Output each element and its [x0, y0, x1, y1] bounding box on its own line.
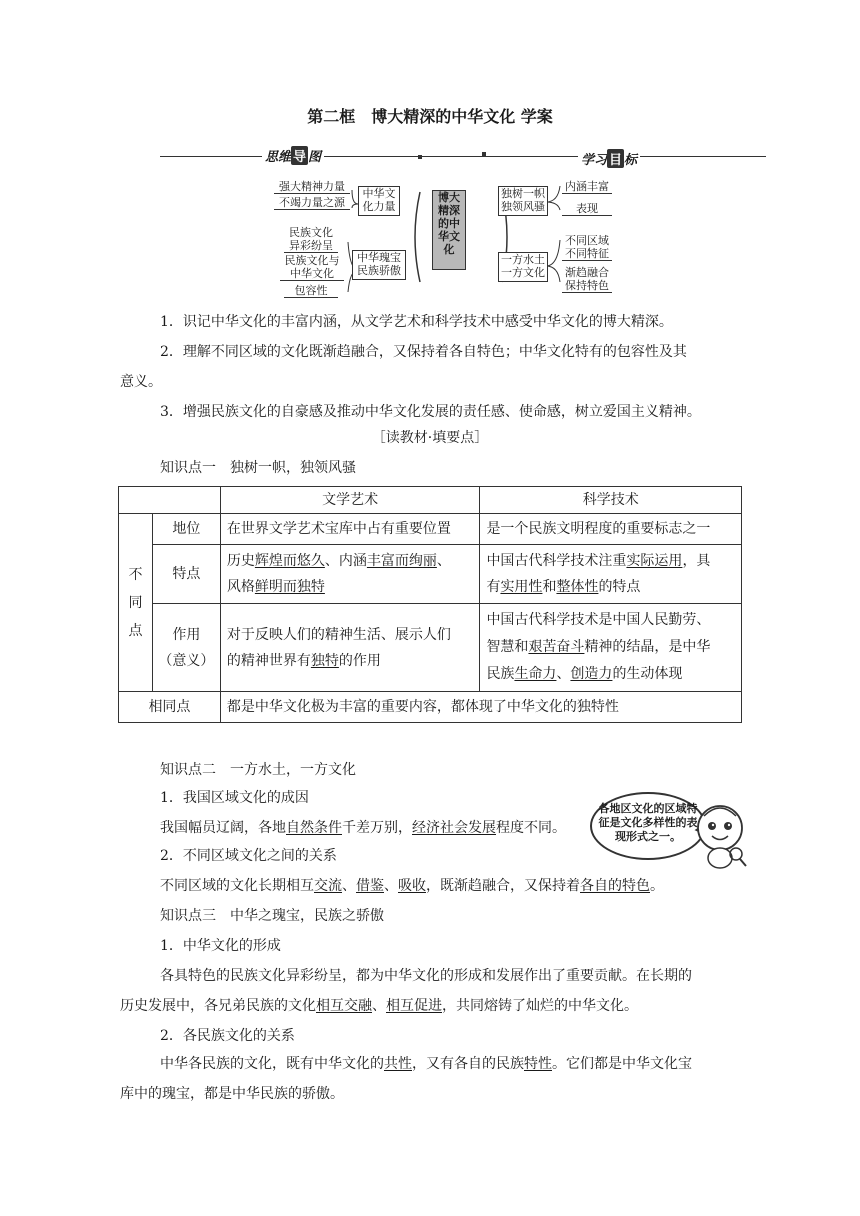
col-science: 科学技术: [480, 487, 742, 514]
kp3-s1-line2: 历史发展中，各兄弟民族的文化相互交融、相互促进，共同熔铸了灿烂的中华文化。: [120, 998, 638, 1014]
kp3-s1-line1: 各具特色的民族文化异彩纷呈，都为中华文化的形成和发展作出了重要贡献。在长期的: [160, 968, 692, 984]
mm-right-bot-a: 不同区域不同特征: [562, 234, 612, 261]
kp3-s1-title: 1．中华文化的形成: [160, 938, 281, 954]
mm-right-top-a: 内涵丰富: [562, 180, 612, 194]
mascot-icon: [690, 796, 750, 872]
mm-left-top-node: 中华文化力量: [358, 186, 400, 216]
goals-label: 学习 目 标: [578, 149, 640, 168]
kp3-s2-title: 2．各民族文化的关系: [160, 1028, 295, 1044]
kp2-s2-text: 不同区域的文化长期相互交流、借鉴、吸收，既渐趋融合，又保持着各自的特色。: [160, 878, 664, 894]
diff-label: 不同点: [119, 514, 153, 692]
kp2-s1-title: 1．我国区域文化的成因: [160, 790, 309, 806]
mm-right-top-b: 表现: [562, 202, 612, 216]
row-label-position: 地位: [152, 514, 220, 545]
mm-left-top-b: 不竭力量之源: [274, 196, 350, 210]
mm-left-top-a: 强大精神力量: [274, 180, 350, 194]
mm-left-bot-node: 中华瑰宝民族骄傲: [352, 250, 406, 280]
table-row-position: [119, 514, 742, 545]
cell-role-lit: 对于反映人们的精神生活、展示人们 的精神世界有独特的作用: [220, 604, 480, 692]
kp3-s2-line2: 库中的瑰宝，都是中华民族的骄傲。: [120, 1086, 344, 1102]
cell-feature-lit: 历史辉煌而悠久、内涵丰富而绚丽、 风格鲜明而独特: [220, 545, 480, 604]
tip-bubble: 各地区文化的区域特征是文化多样性的表现形式之一。: [590, 792, 706, 860]
mm-right-bot-b: 渐趋融合保持特色: [562, 266, 612, 293]
mm-left-bot-c: 包容性: [284, 284, 338, 298]
mm-left-bot-a: 民族文化异彩纷呈: [284, 226, 338, 253]
table-row-same: [119, 692, 742, 723]
row-label-feature: 特点: [152, 545, 220, 604]
goal-2-cont: 意义。: [120, 374, 162, 390]
kp1-table: [118, 486, 742, 723]
row-label-role: 作用 （意义）: [152, 604, 220, 692]
mind-map: [270, 172, 620, 302]
banner-dot: [482, 152, 486, 156]
cell-position-lit: 在世界文学艺术宝库中占有重要位置: [220, 514, 480, 545]
mm-right-top-node: 独树一帜独领风骚: [498, 186, 548, 216]
table-corner: [119, 487, 221, 514]
banner-dot: [418, 155, 422, 159]
cell-same: 都是中华文化极为丰富的重要内容，都体现了中华文化的独特性: [220, 692, 741, 723]
table-row-role: [119, 604, 742, 692]
section-heading: ［读教材·填要点］: [371, 430, 489, 446]
col-literature: 文学艺术: [220, 487, 480, 514]
banner-line: [160, 156, 766, 157]
cell-position-sci: 是一个民族文明程度的重要标志之一: [480, 514, 742, 545]
kp2-heading: 知识点二 一方水土，一方文化: [160, 762, 356, 778]
goal-2: 2．理解不同区域的文化既渐趋融合，又保持着各自特色；中华文化特有的包容性及其: [160, 344, 687, 360]
cell-feature-sci: 中国古代科学技术注重实际运用，具 有实用性和整体性的特点: [480, 545, 742, 604]
mm-center: 博大精深的中华文化: [432, 190, 466, 270]
table-header-row: [119, 487, 742, 514]
mm-right-bot-node: 一方水土一方文化: [498, 252, 548, 282]
kp2-s2-title: 2．不同区域文化之间的关系: [160, 848, 337, 864]
mindmap-label: 思维 导 图: [262, 146, 324, 165]
mm-left-bot-b: 民族文化与中华文化: [280, 254, 344, 281]
cell-role-sci: 中国古代科学技术是中国人民勤劳、 智慧和艰苦奋斗精神的结晶，是中华 民族生命力、创造力的生动体现: [480, 604, 742, 692]
kp3-heading: 知识点三 中华之瑰宝，民族之骄傲: [160, 908, 384, 924]
goal-1: 1．识记中华文化的丰富内涵，从文学艺术和科学技术中感受中华文化的博大精深。: [160, 314, 673, 330]
table-row-feature: [119, 545, 742, 604]
kp3-s2-line1: 中华各民族的文化，既有中华文化的共性，又有各自的民族特性。它们都是中华文化宝: [160, 1056, 692, 1072]
page-title: 第二框 博大精深的中华文化 学案: [307, 107, 553, 126]
kp2-s1-text: 我国幅员辽阔，各地自然条件千差万别，经济社会发展程度不同。: [160, 820, 566, 836]
goal-3: 3．增强民族文化的自豪感及推动中华文化发展的责任感、使命感，树立爱国主义精神。: [160, 404, 701, 420]
row-label-same: 相同点: [119, 692, 221, 723]
kp1-heading: 知识点一 独树一帜，独领风骚: [160, 460, 356, 476]
